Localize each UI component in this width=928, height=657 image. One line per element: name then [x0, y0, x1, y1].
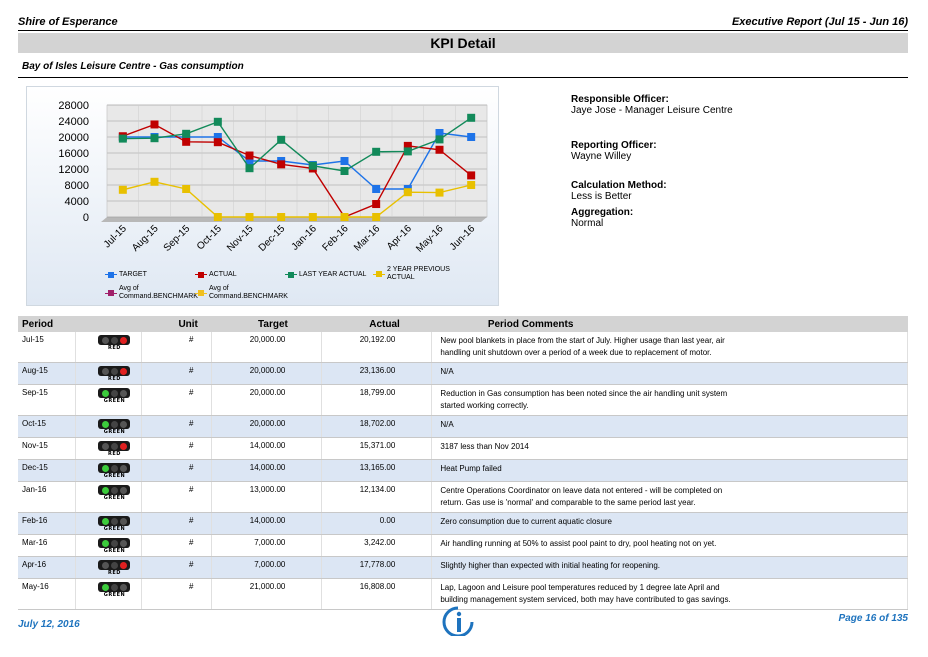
kpi-table	[18, 316, 908, 610]
row-target: 21,000.00	[212, 579, 322, 610]
data-point	[246, 213, 254, 221]
table-row	[18, 482, 908, 513]
traffic-light-icon	[98, 516, 130, 531]
status-label: GREEN	[103, 429, 126, 435]
data-point	[436, 146, 444, 154]
x-tick-label: Dec-15	[256, 223, 288, 254]
data-point	[341, 167, 349, 175]
row-target: 14,000.00	[212, 460, 322, 482]
x-tick-label: Feb-16	[320, 223, 351, 254]
status-label: RED	[108, 345, 121, 351]
report-date: July 12, 2016	[18, 619, 80, 630]
x-tick-label: Jan-16	[289, 223, 319, 253]
status-label: RED	[108, 570, 121, 576]
data-point	[309, 162, 317, 170]
row-period: Jan-16	[18, 482, 76, 513]
row-comment: N/A	[432, 416, 908, 438]
subtitle-divider	[18, 77, 908, 78]
header-comments: Period Comments	[432, 316, 908, 332]
data-point	[119, 186, 127, 194]
y-tick-label: 28000	[58, 100, 89, 112]
row-comment: New pool blankets in place from the start of July. Higher usage than last year, air handling unit shutdown over a period of a week due to replacement of motor.	[432, 332, 908, 363]
agg-value: Normal	[571, 218, 604, 229]
legend-label: TARGET	[119, 271, 147, 278]
report-title: Executive Report (Jul 15 - Jun 16)	[731, 16, 908, 28]
info-i-logo-icon	[440, 606, 476, 636]
data-point	[151, 120, 159, 128]
row-status	[76, 460, 142, 482]
row-unit: #	[142, 513, 212, 535]
row-status	[76, 557, 142, 579]
legend-label: Avg of Command.BENCHMARK	[119, 285, 198, 300]
data-point	[182, 185, 190, 193]
traffic-light-icon	[98, 538, 130, 553]
row-target: 13,000.00	[212, 482, 322, 513]
legend-item	[195, 271, 237, 278]
y-tick-label: 24000	[58, 116, 89, 128]
row-target: 20,000.00	[212, 363, 322, 385]
row-period: Nov-15	[18, 438, 76, 460]
x-tick-label: May-16	[414, 223, 446, 255]
row-comment: Reduction in Gas consumption has been noted since the air handling unit system started working correctly.	[432, 385, 908, 416]
row-unit: #	[142, 332, 212, 363]
table-row	[18, 332, 908, 363]
row-status	[76, 482, 142, 513]
row-actual: 3,242.00	[322, 535, 432, 557]
x-tick-label: Oct-15	[194, 223, 224, 253]
y-tick-label: 12000	[58, 164, 89, 176]
table-row	[18, 416, 908, 438]
data-point	[214, 138, 222, 146]
responsible-label: Responsible Officer:	[571, 94, 669, 105]
calc-value: Less is Better	[571, 191, 632, 202]
header-target: Target	[212, 316, 322, 332]
row-actual: 12,134.00	[322, 482, 432, 513]
status-label: GREEN	[103, 526, 126, 532]
row-actual: 0.00	[322, 513, 432, 535]
status-label: RED	[108, 376, 121, 382]
data-point	[246, 164, 254, 172]
row-period: Sep-15	[18, 385, 76, 416]
row-period: Oct-15	[18, 416, 76, 438]
legend-swatch	[195, 290, 207, 296]
row-period: Jul-15	[18, 332, 76, 363]
status-label: GREEN	[103, 495, 126, 501]
row-comment: Zero consumption due to current aquatic closure	[432, 513, 908, 535]
x-tick-label: Apr-16	[384, 223, 414, 253]
data-point	[151, 178, 159, 186]
legend-swatch	[195, 272, 207, 278]
table-row	[18, 460, 908, 482]
data-point	[277, 160, 285, 168]
data-point	[467, 181, 475, 189]
status-label: GREEN	[103, 548, 126, 554]
row-actual: 18,702.00	[322, 416, 432, 438]
row-comment: Air handling running at 50% to assist pool paint to dry, pool heating not on yet.	[432, 535, 908, 557]
row-unit: #	[142, 460, 212, 482]
agg-label: Aggregation:	[571, 207, 634, 218]
traffic-light-icon	[98, 560, 130, 575]
row-status	[76, 438, 142, 460]
legend-label: LAST YEAR ACTUAL	[299, 271, 367, 278]
row-target: 20,000.00	[212, 332, 322, 363]
row-comment: Lap, Lagoon and Leisure pool temperatures reduced by 1 degree late April and building management system serviced, both may have contributed to gas savings.	[432, 579, 908, 610]
legend-item	[195, 285, 299, 301]
x-tick-label: Sep-15	[161, 223, 193, 254]
row-unit: #	[142, 416, 212, 438]
reporting-officer	[571, 140, 657, 162]
row-unit: #	[142, 482, 212, 513]
traffic-light-icon	[98, 366, 130, 381]
y-tick-label: 20000	[58, 132, 89, 144]
responsible-officer	[571, 94, 733, 116]
row-comment: 3187 less than Nov 2014	[432, 438, 908, 460]
row-unit: #	[142, 535, 212, 557]
table-row	[18, 363, 908, 385]
row-actual: 15,371.00	[322, 438, 432, 460]
table-row	[18, 385, 908, 416]
y-tick-label: 8000	[64, 180, 89, 192]
row-status	[76, 535, 142, 557]
x-tick-label: Jul-15	[101, 223, 129, 251]
row-status	[76, 513, 142, 535]
row-unit: #	[142, 363, 212, 385]
data-point	[182, 130, 190, 138]
legend-swatch	[373, 271, 385, 277]
row-target: 7,000.00	[212, 557, 322, 579]
kpi-title: KPI Detail	[18, 33, 908, 53]
row-actual: 20,192.00	[322, 332, 432, 363]
row-target: 7,000.00	[212, 535, 322, 557]
table-row	[18, 438, 908, 460]
legend-label: 2 YEAR PREVIOUS ACTUAL	[387, 266, 450, 281]
legend-label: Avg of Command.BENCHMARK	[209, 285, 288, 300]
data-point	[372, 213, 380, 221]
row-comment: N/A	[432, 363, 908, 385]
data-point	[467, 133, 475, 141]
data-point	[467, 114, 475, 122]
status-label: GREEN	[103, 398, 126, 404]
data-point	[151, 134, 159, 142]
traffic-light-icon	[98, 463, 130, 478]
header-divider	[18, 30, 908, 31]
x-tick-label: Nov-15	[225, 223, 256, 254]
traffic-light-icon	[98, 388, 130, 403]
row-target: 14,000.00	[212, 438, 322, 460]
data-point	[436, 135, 444, 143]
data-point	[309, 213, 317, 221]
data-point	[372, 200, 380, 208]
row-comment: Centre Operations Coordinator on leave data not entered - will be completed on return. Gas use is 'normal' and comparable to the same period last year.	[432, 482, 908, 513]
legend-swatch	[105, 290, 117, 296]
kpi-subtitle: Bay of Isles Leisure Centre - Gas consumption	[22, 61, 244, 72]
data-point	[214, 213, 222, 221]
row-unit: #	[142, 385, 212, 416]
y-tick-label: 4000	[64, 196, 89, 208]
reporting-value: Wayne Willey	[571, 151, 632, 162]
row-period: May-16	[18, 579, 76, 610]
traffic-light-icon	[98, 419, 130, 434]
row-actual: 16,808.00	[322, 579, 432, 610]
row-period: Mar-16	[18, 535, 76, 557]
responsible-value: Jaye Jose - Manager Leisure Centre	[571, 105, 733, 116]
data-point	[404, 147, 412, 155]
calc-label: Calculation Method:	[571, 180, 667, 191]
data-point	[182, 138, 190, 146]
data-point	[277, 213, 285, 221]
row-status	[76, 363, 142, 385]
kpi-chart	[26, 86, 499, 306]
row-period: Dec-15	[18, 460, 76, 482]
plot-floor	[101, 217, 487, 222]
header-status	[76, 316, 142, 332]
row-period: Aug-15	[18, 363, 76, 385]
row-period: Feb-16	[18, 513, 76, 535]
legend-item	[105, 271, 147, 278]
traffic-light-icon	[98, 485, 130, 500]
row-status	[76, 385, 142, 416]
data-point	[119, 135, 127, 143]
x-tick-label: Jun-16	[447, 223, 478, 253]
data-point	[341, 213, 349, 221]
reporting-label: Reporting Officer:	[571, 140, 657, 151]
row-target: 20,000.00	[212, 416, 322, 438]
row-target: 20,000.00	[212, 385, 322, 416]
legend-item	[373, 266, 467, 282]
row-period: Apr-16	[18, 557, 76, 579]
row-actual: 18,799.00	[322, 385, 432, 416]
row-comment: Slightly higher than expected with initial heating for reopening.	[432, 557, 908, 579]
table-row	[18, 535, 908, 557]
row-unit: #	[142, 557, 212, 579]
legend-swatch	[285, 272, 297, 278]
header-unit: Unit	[142, 316, 212, 332]
data-point	[246, 152, 254, 160]
legend-swatch	[105, 272, 117, 278]
row-unit: #	[142, 579, 212, 610]
row-unit: #	[142, 438, 212, 460]
row-status	[76, 579, 142, 610]
data-point	[372, 185, 380, 193]
data-point	[214, 118, 222, 126]
data-point	[277, 136, 285, 144]
status-label: GREEN	[103, 592, 126, 598]
traffic-light-icon	[98, 441, 130, 456]
legend-item	[105, 285, 209, 301]
row-comment: Heat Pump failed	[432, 460, 908, 482]
row-status	[76, 332, 142, 363]
table-row	[18, 557, 908, 579]
legend-label: ACTUAL	[209, 271, 237, 278]
table-header	[18, 316, 908, 332]
data-point	[341, 157, 349, 165]
calculation-method	[571, 180, 667, 202]
row-target: 14,000.00	[212, 513, 322, 535]
data-point	[436, 189, 444, 197]
traffic-light-icon	[98, 582, 130, 597]
chart-svg	[27, 87, 500, 262]
table-row	[18, 579, 908, 610]
y-tick-label: 16000	[58, 148, 89, 160]
traffic-light-icon	[98, 335, 130, 350]
row-actual: 17,778.00	[322, 557, 432, 579]
data-point	[404, 188, 412, 196]
data-point	[372, 148, 380, 156]
row-actual: 13,165.00	[322, 460, 432, 482]
header-actual: Actual	[322, 316, 432, 332]
row-actual: 23,136.00	[322, 363, 432, 385]
org-name: Shire of Esperance	[18, 16, 118, 28]
page-number: Page 16 of 135	[838, 613, 908, 624]
x-tick-label: Mar-16	[352, 223, 383, 254]
y-tick-label: 0	[82, 212, 89, 224]
aggregation	[571, 207, 633, 229]
table-row	[18, 513, 908, 535]
status-label: RED	[108, 451, 121, 457]
header-period: Period	[18, 316, 76, 332]
status-label: GREEN	[103, 473, 126, 479]
data-point	[467, 171, 475, 179]
x-tick-label: Aug-15	[130, 223, 161, 254]
row-status	[76, 416, 142, 438]
legend-item	[285, 271, 366, 278]
